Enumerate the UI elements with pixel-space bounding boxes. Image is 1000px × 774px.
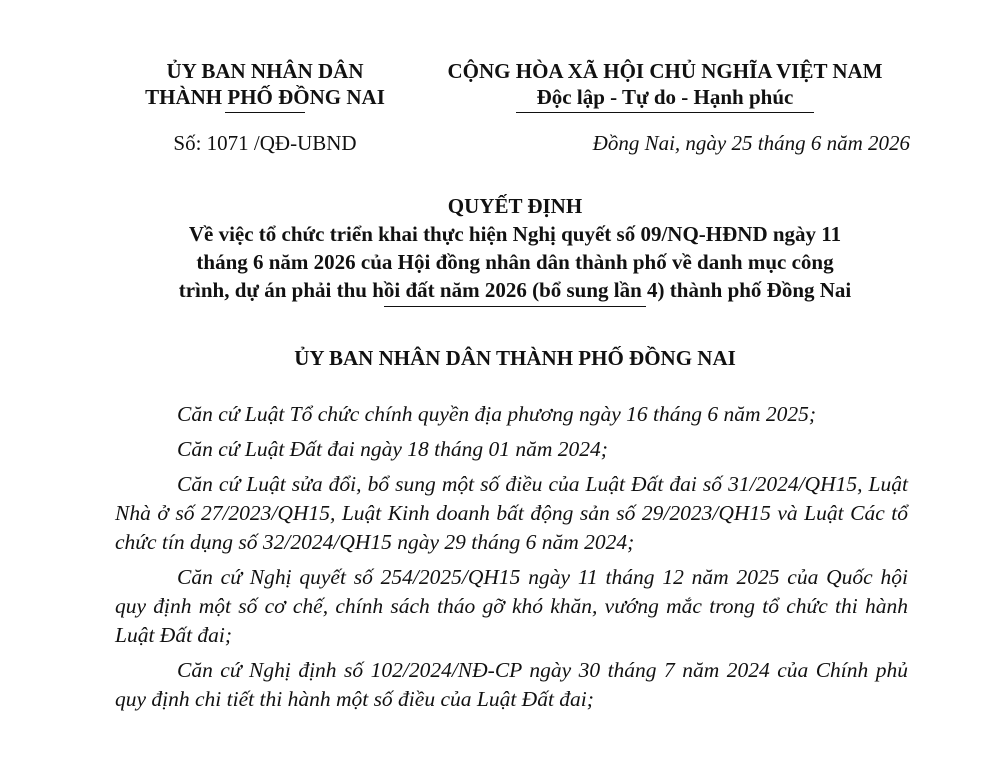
agency-underline bbox=[225, 112, 305, 113]
nation-line-2: Độc lập - Tự do - Hạnh phúc bbox=[536, 85, 794, 109]
national-header bbox=[420, 58, 910, 113]
agency-line-2: THÀNH PHỐ ĐỒNG NAI bbox=[145, 85, 385, 109]
nation-line-1: CỘNG HÒA XÃ HỘI CHỦ NGHĨA VIỆT NAM bbox=[447, 59, 883, 83]
issuing-authority: ỦY BAN NHÂN DÂN THÀNH PHỐ ĐỒNG NAI bbox=[294, 346, 736, 370]
motto-underline bbox=[516, 112, 814, 113]
legal-basis-paragraph: Căn cứ Luật sửa đổi, bổ sung một số điều của Luật Đất đai số 31/2024/QH15, Luật Nhà ở số 27/2023/QH15, Luật Kinh doanh bất động sản số 29/2023/QH15 và Luật Các tổ chức tín dụng số 32/2024/QH15 ngày 29 tháng 6 năm 2024; bbox=[115, 472, 908, 554]
agency-header bbox=[120, 58, 410, 113]
decision-subject-line-1: Về việc tổ chức triển khai thực hiện Nghị quyết số 09/NQ-HĐND ngày 11 bbox=[188, 222, 842, 246]
decision-title bbox=[100, 192, 930, 307]
legal-basis bbox=[115, 400, 908, 720]
legal-basis-paragraph: Căn cứ Luật Tổ chức chính quyền địa phương ngày 16 tháng 6 năm 2025; bbox=[177, 402, 817, 426]
legal-basis-paragraph: Căn cứ Nghị quyết số 254/2025/QH15 ngày 11 tháng 12 năm 2025 của Quốc hội quy định một số cơ chế, chính sách tháo gỡ khó khăn, vướng mắc trong tổ chức thi hành Luật Đất đai; bbox=[115, 565, 908, 647]
decision-heading: QUYẾT ĐỊNH bbox=[447, 194, 583, 218]
legal-basis-paragraph: Căn cứ Luật Đất đai ngày 18 tháng 01 năm 2024; bbox=[177, 437, 608, 461]
decision-subject-line-3: trình, dự án phải thu hồi đất năm 2026 (bổ sung lần 4) thành phố Đồng Nai bbox=[178, 278, 852, 302]
agency-line-1: ỦY BAN NHÂN DÂN bbox=[166, 59, 364, 83]
legal-basis-paragraph: Căn cứ Nghị định số 102/2024/NĐ-CP ngày 30 tháng 7 năm 2024 của Chính phủ quy định chi tiết thi hành một số điều của Luật Đất đai; bbox=[115, 658, 908, 711]
title-underline bbox=[384, 306, 646, 307]
decision-subject-line-2: tháng 6 năm 2026 của Hội đồng nhân dân thành phố về danh mục công bbox=[196, 250, 834, 274]
document-number: Số: 1071 /QĐ-UBND bbox=[173, 131, 357, 155]
place-and-date: Đồng Nai, ngày 25 tháng 6 năm 2026 bbox=[592, 131, 910, 155]
